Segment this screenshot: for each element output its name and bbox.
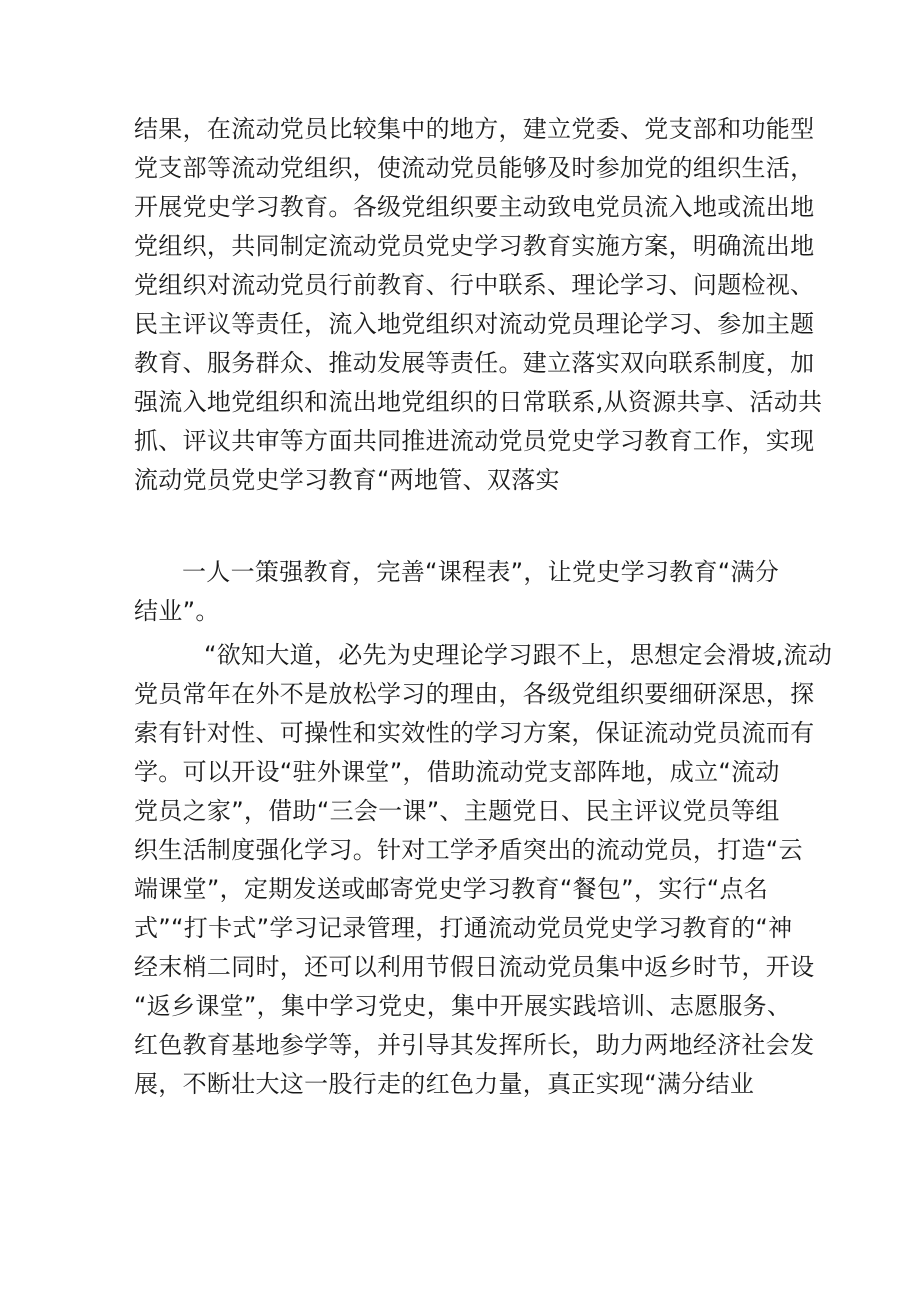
paragraph-line: 结果，在流动党员比较集中的地方，建立党委、党支部和功能型 — [134, 115, 815, 143]
paragraph-line: 党员常年在外不是放松学习的理由，各级党组织要细研深思，探 — [134, 680, 815, 708]
paragraph-line: 织生活制度强化学习。针对工学矛盾突出的流动党员，打造“云 — [134, 836, 803, 864]
paragraph-line: 端课堂”，定期发送或邮寄党史学习教育“餐包”，实行“点名 — [134, 875, 769, 903]
paragraph-line: 展，不断壮大这一股行走的红色力量，真正实现“满分结业 — [134, 1070, 755, 1098]
paragraph-line: 索有针对性、可操性和实效性的学习方案，保证流动党员流而有 — [134, 719, 815, 747]
paragraph-line: 党组织对流动党员行前教育、行中联系、理论学习、问题检视、 — [134, 271, 815, 299]
paragraph-line: 红色教育基地参学等，并引导其发挥所长，助力两地经济社会发 — [134, 1031, 815, 1059]
paragraph-line: 流动党员党史学习教育“两地管、双落实 — [134, 466, 560, 494]
paragraph-line: 党支部等流动党组织，使流动党员能够及时参加党的组织生活， — [134, 154, 815, 182]
paragraph-3 — [134, 636, 833, 1104]
paragraph-line: “返乡课堂”，集中学习党史，集中开展实践培训、志愿服务、 — [134, 992, 792, 1020]
paragraph-line: 教育、服务群众、推动发展等责任。建立落实双向联系制度，加 — [134, 349, 815, 377]
paragraph-line: 强流入地党组织和流出地党组织的日常联系,从资源共享、活动共 — [134, 388, 823, 416]
paragraph-line: 民主评议等责任，流入地党组织对流动党员理论学习、参加主题 — [134, 310, 815, 338]
paragraph-line: “欲知大道，必先为史理论学习跟不上，思想定会滑坡,流动 — [204, 641, 833, 669]
paragraph-line: 学。可以开设“驻外课堂”，借助流动党支部阵地，成立“流动 — [134, 758, 780, 786]
paragraph-line: 经末梢二同时，还可以利用节假日流动党员集中返乡时节，开设 — [134, 953, 815, 981]
paragraph-line: 抓、评议共审等方面共同推进流动党员党史学习教育工作，实现 — [134, 427, 815, 455]
paragraph-2 — [134, 553, 794, 631]
paragraph-line: 式”“打卡式”学习记录管理，打通流动党员党史学习教育的“神 — [134, 914, 793, 942]
paragraph-line: 结业”。 — [134, 597, 220, 625]
paragraph-1 — [134, 110, 823, 500]
paragraph-line: 党组织，共同制定流动党员党史学习教育实施方案，明确流出地 — [134, 232, 815, 260]
paragraph-line: 开展党史学习教育。各级党组织要主动致电党员流入地或流出地 — [134, 193, 815, 221]
paragraph-line: 一人一策强教育，完善“课程表”，让党史学习教育“满分 — [182, 558, 780, 586]
paragraph-line: 党员之家”，借助“三会一课”、主题党日、民主评议党员等组 — [134, 797, 780, 825]
